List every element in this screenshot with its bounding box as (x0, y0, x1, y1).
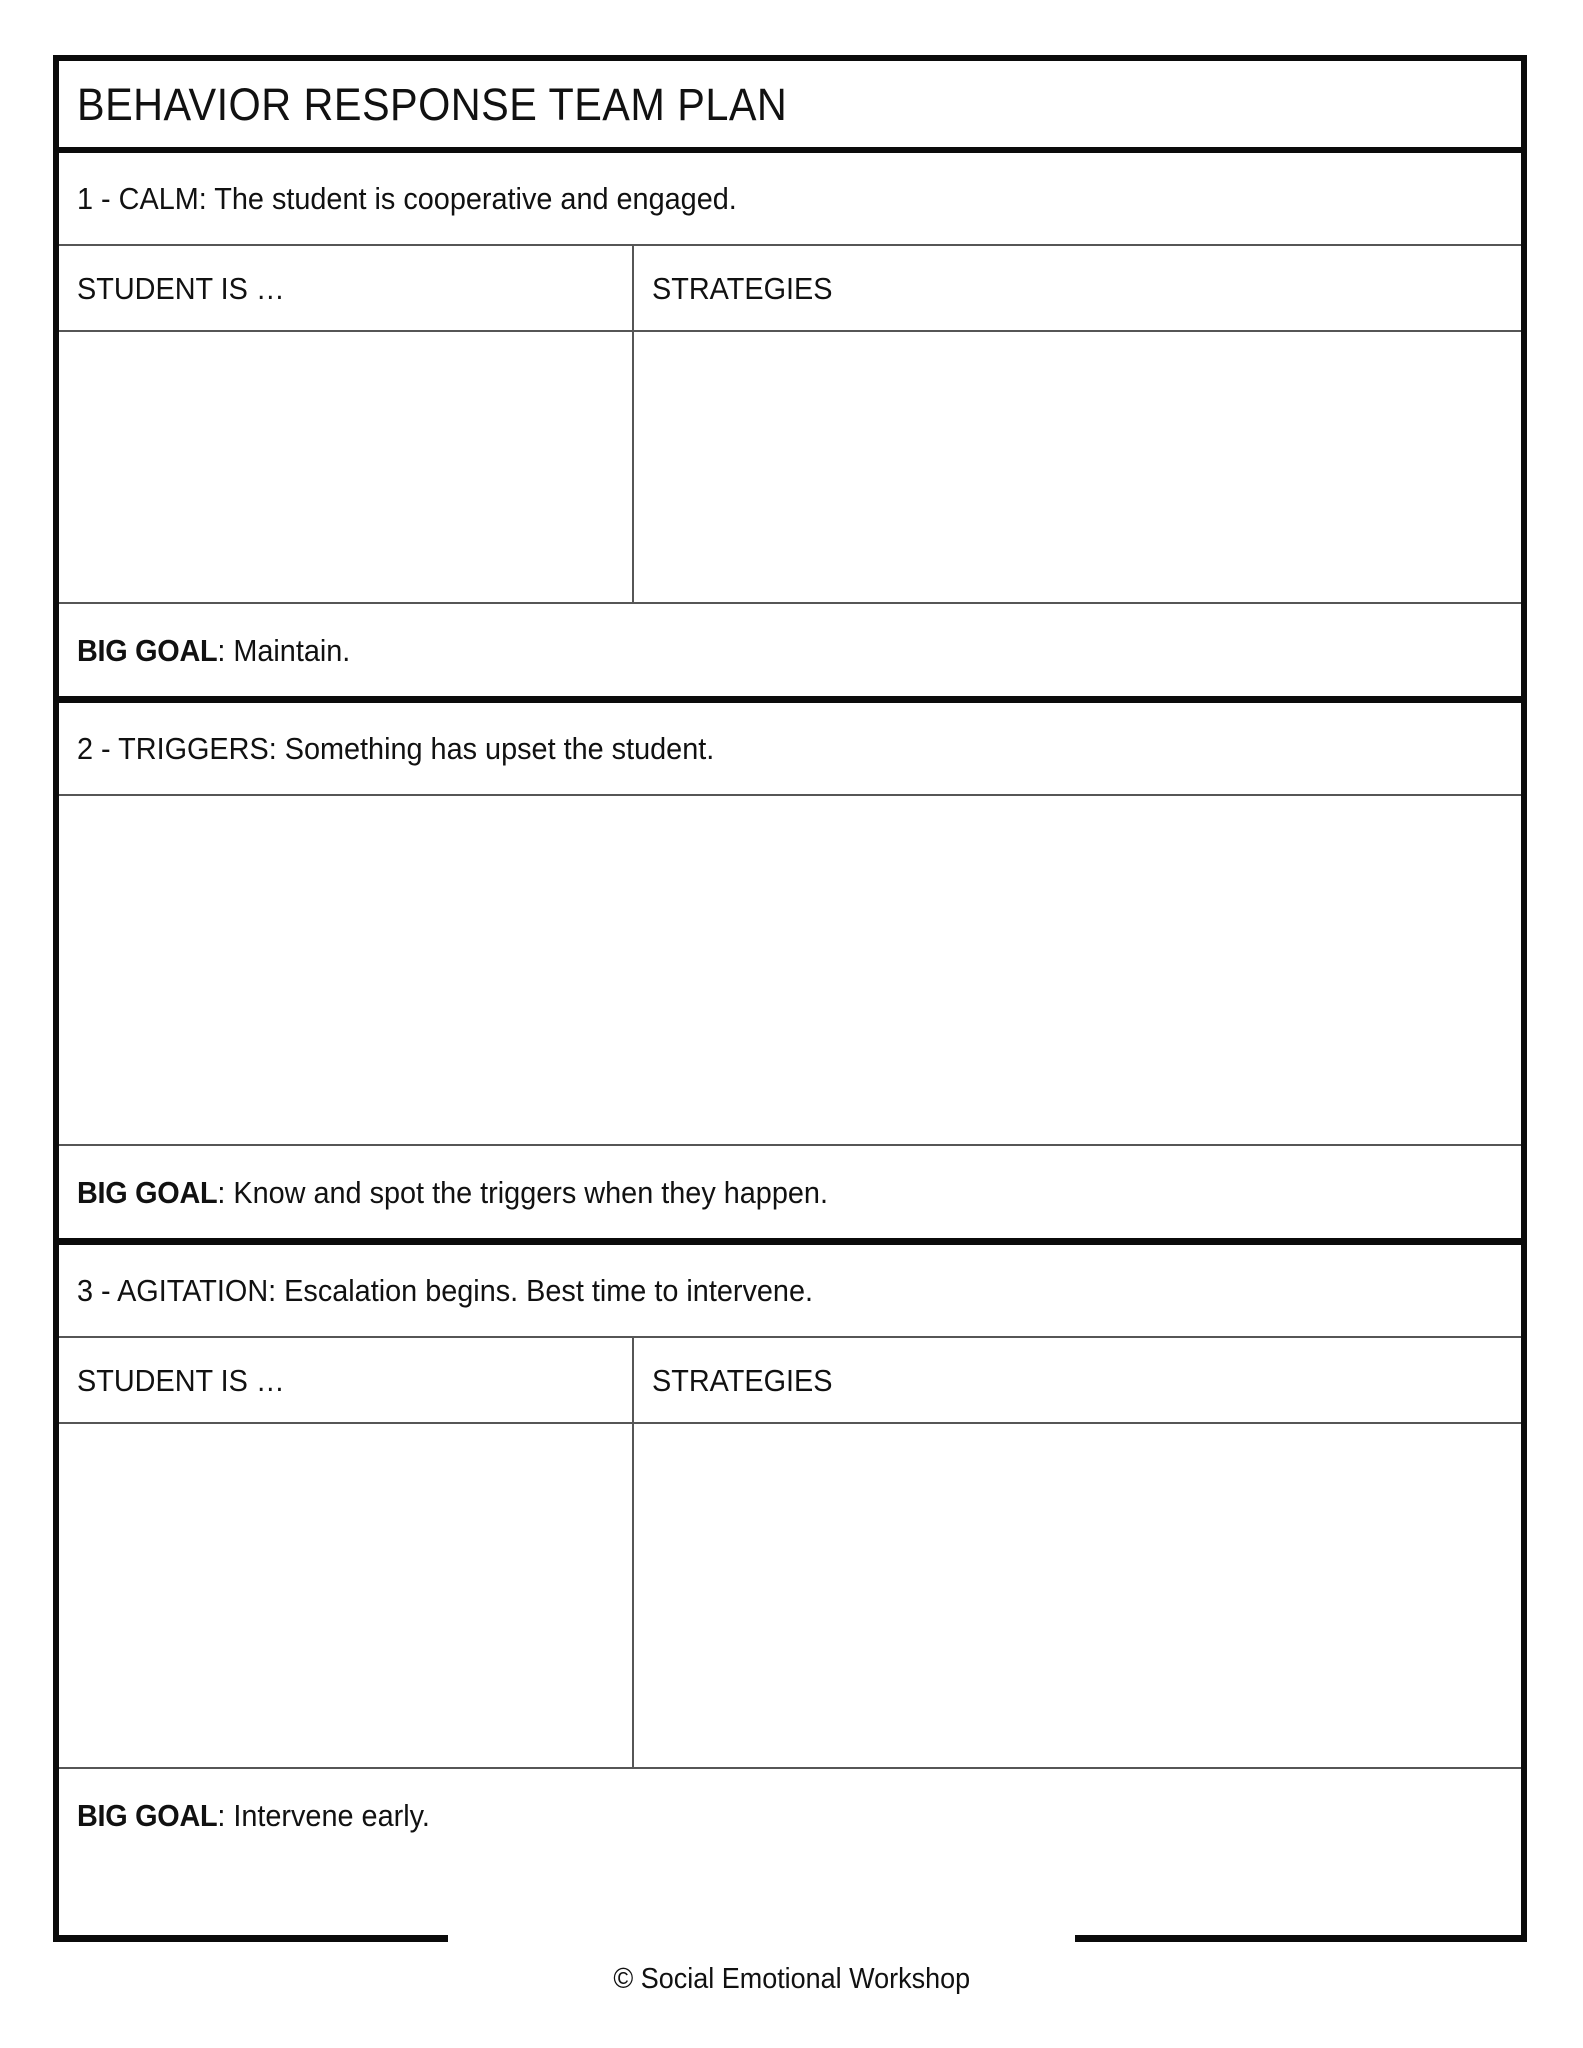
big-goal-label: BIG GOAL (77, 632, 218, 668)
behavior-response-team-plan-form (53, 55, 1527, 1940)
write-cell-student-is-calm[interactable] (59, 332, 634, 602)
column-header-label: STUDENT IS … (77, 1362, 285, 1398)
copyright-credit: © Social Emotional Workshop (613, 1963, 970, 1995)
write-area-triggers[interactable] (59, 796, 1521, 1146)
big-goal-value: : Know and spot the triggers when they happen. (217, 1174, 828, 1210)
column-header-label: STUDENT IS … (77, 270, 285, 306)
big-goal-label: BIG GOAL (77, 1797, 218, 1833)
write-area-agitation (59, 1424, 1521, 1769)
column-header-student-is-calm (59, 246, 634, 330)
column-header-label: STRATEGIES (652, 1362, 833, 1398)
write-area-calm (59, 332, 1521, 604)
footer (0, 1965, 1583, 1994)
page-title: BEHAVIOR RESPONSE TEAM PLAN (77, 78, 788, 130)
column-header-student-is-agitation (59, 1338, 634, 1422)
column-header-row-calm (59, 246, 1521, 332)
section-divider (59, 696, 1521, 703)
column-header-strategies-calm (634, 246, 1521, 330)
write-cell-strategies-calm[interactable] (634, 332, 1521, 602)
section-heading-text: 1 - CALM: The student is cooperative and engaged. (77, 181, 737, 216)
big-goal-text-calm (77, 632, 351, 668)
big-goal-row-agitation (59, 1769, 1521, 1861)
section-heading-triggers (59, 703, 1521, 796)
big-goal-row-calm (59, 604, 1521, 696)
bottom-border-right (1075, 1935, 1527, 1942)
big-goal-row-triggers (59, 1146, 1521, 1238)
bottom-border-left (53, 1935, 448, 1942)
section-divider (59, 1238, 1521, 1245)
page-title-row (59, 61, 1521, 153)
big-goal-label: BIG GOAL (77, 1174, 218, 1210)
big-goal-text-triggers (77, 1174, 828, 1210)
write-cell-strategies-agitation[interactable] (634, 1424, 1521, 1767)
section-heading-calm (59, 153, 1521, 246)
column-header-row-agitation (59, 1338, 1521, 1424)
big-goal-text-agitation (77, 1797, 430, 1833)
column-header-strategies-agitation (634, 1338, 1521, 1422)
section-heading-text: 3 - AGITATION: Escalation begins. Best time to intervene. (77, 1273, 814, 1308)
section-heading-text: 2 - TRIGGERS: Something has upset the student. (77, 731, 715, 766)
big-goal-value: : Maintain. (217, 632, 351, 668)
section-heading-agitation (59, 1245, 1521, 1338)
big-goal-value: : Intervene early. (217, 1797, 430, 1833)
write-cell-student-is-agitation[interactable] (59, 1424, 634, 1767)
column-header-label: STRATEGIES (652, 270, 833, 306)
